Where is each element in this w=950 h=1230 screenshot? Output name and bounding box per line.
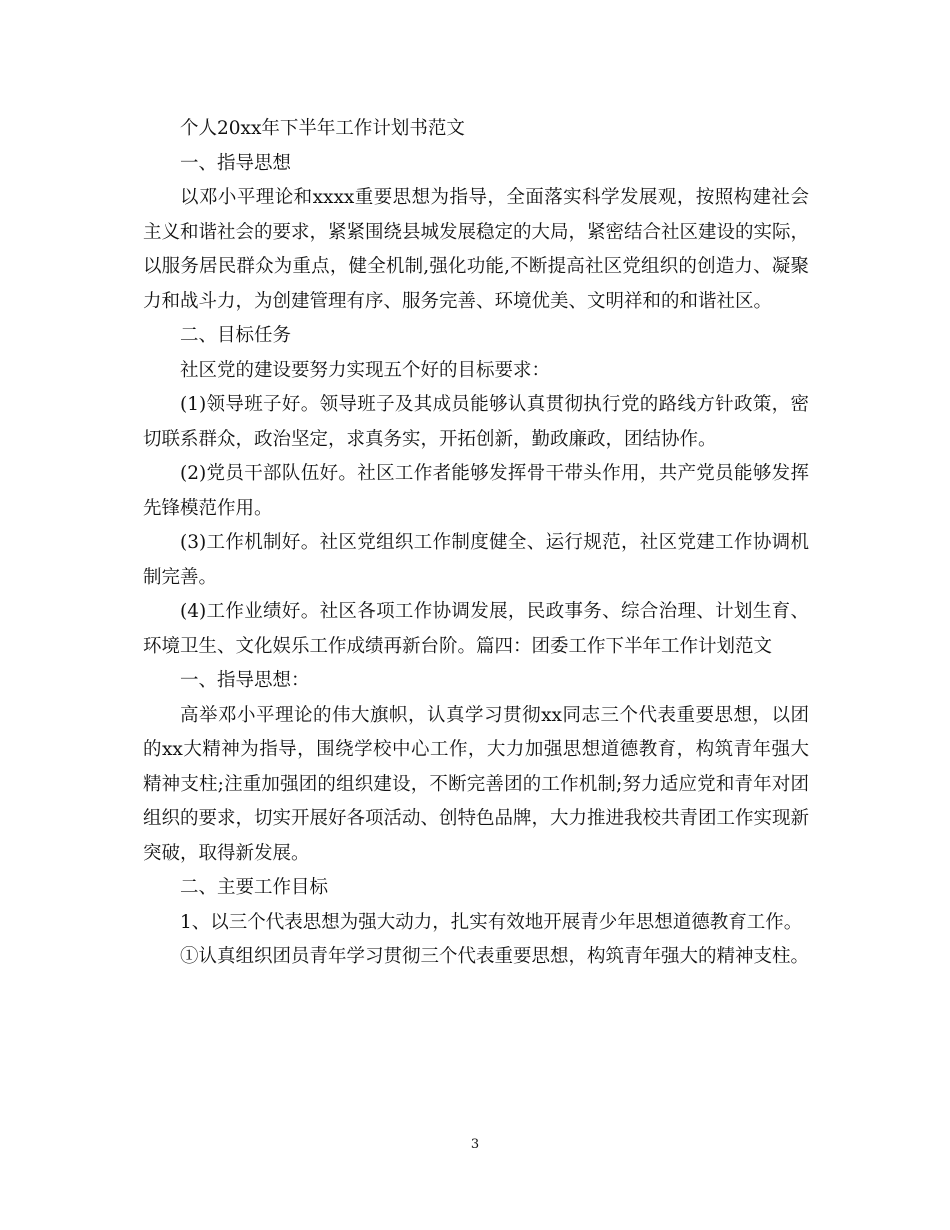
list-item: (1)领导班子好。领导班子及其成员能够认真贯彻执行党的路线方针政策，密切联系群众，政治坚定，求真务实，开拓创新，勤政廉政，团结协作。 [143,394,809,450]
section-heading-guiding-thought-2: 一、指导思想： [180,670,310,691]
page-number: 3 [470,1137,480,1152]
document-body [143,112,809,975]
list-item: (2)党员干部队伍好。社区工作者能够发挥骨干带头作用，共产党员能够发挥先锋模范作用。 [143,463,809,519]
section-heading-guiding-thought: 一、指导思想 [180,152,292,174]
document-title: 个人20xx年下半年工作计划书范文 [180,118,465,139]
section-heading-main-goals: 二、主要工作目标 [180,877,329,898]
list-item: 1、以三个代表思想为强大动力，扎实有效地开展青少年思想道德教育工作。 [180,911,803,933]
list-item: (4)工作业绩好。社区各项工作协调发展，民政事务、综合治理、计划生育、环境卫生、文化娱乐工作成绩再新台阶。篇四：团委工作下半年工作计划范文 [143,601,809,657]
paragraph: 社区党的建设要努力实现五个好的目标要求： [180,359,551,381]
paragraph: 以邓小平理论和xxxx重要思想为指导，全面落实科学发展观，按照构建社会主义和谐社会的要求，紧紧围绕县城发展稳定的大局，紧密结合社区建设的实际，以服务居民群众为重点，健全机制,强化功能,不断提高社区党组织的创造力、凝聚力和战斗力，为创建管理有序、服务完善、环境优美、文明祥和的和谐社区。 [143,187,810,312]
list-item: (3)工作机制好。社区党组织工作制度健全、运行规范，社区党建工作协调机制完善。 [143,532,809,588]
section-heading-goals-tasks: 二、目标任务 [180,325,292,346]
list-item: ①认真组织团员青年学习贯彻三个代表重要思想，构筑青年强大的精神支柱。 [180,946,810,967]
paragraph: 高举邓小平理论的伟大旗帜，认真学习贯彻xx同志三个代表重要思想，以团的xx大精神为指导，围绕学校中心工作，大力加强思想道德教育，构筑青年强大精神支柱;注重加强团的组织建设，不断完善团的工作机制;努力适应党和青年对团组织的要求，切实开展好各项活动、创特色品牌，大力推进我校共青团工作实现新突破，取得新发展。 [143,704,810,864]
